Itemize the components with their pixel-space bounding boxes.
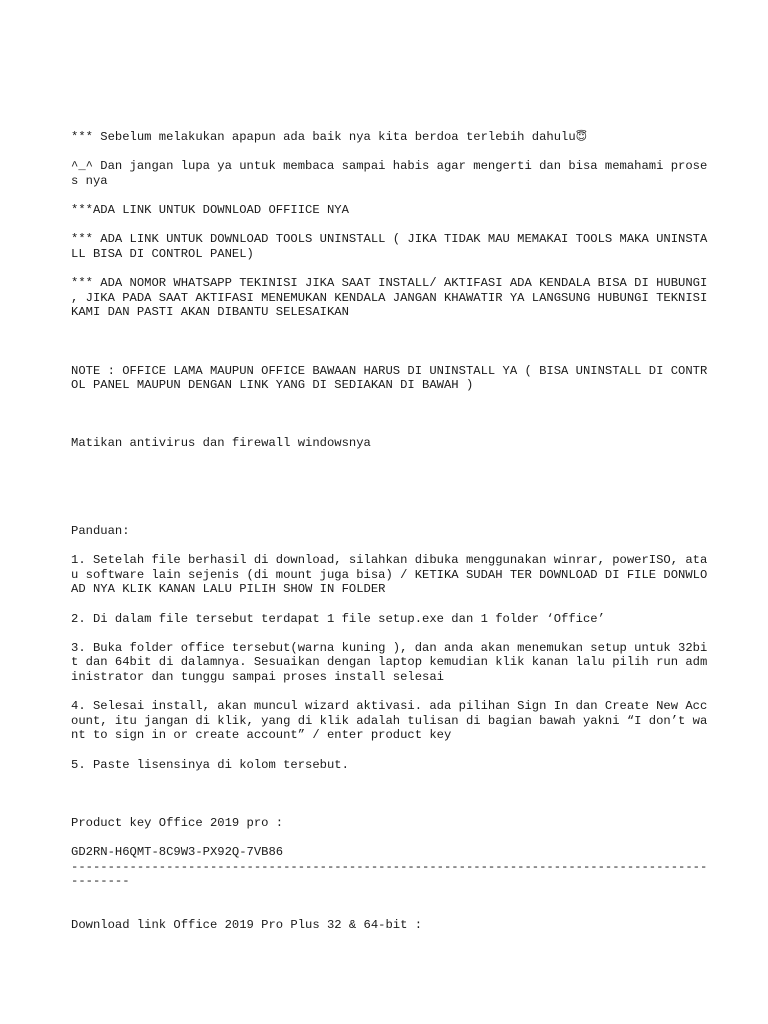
- intro-line-3: ***ADA LINK UNTUK DOWNLOAD OFFIICE NYA: [71, 202, 349, 217]
- spacer: [71, 787, 711, 816]
- divider-line: -----------------------------------------------------------------------------------------------: [71, 859, 708, 889]
- guide-step-4: 4. Selesai install, akan muncul wizard aktivasi. ada pilihan Sign In dan Create New Account, itu jangan di klik, yang di klik adalah tulisan di bagian bawah yakni “I don’t want to sign in or create account” / enter product key: [71, 699, 708, 743]
- guide-title: Panduan:: [71, 524, 130, 539]
- product-key-label: Product key Office 2019 pro :: [71, 815, 284, 830]
- guide-step-5: 5. Paste lisensinya di kolom tersebut.: [71, 757, 349, 772]
- smiling-angel-emoji-icon: 😇: [575, 130, 588, 143]
- guide-step-3: 3. Buka folder office tersebut(warna kuning ), dan anda akan menemukan setup untuk 32bit dan 64bit di dalamnya. Sesuaikan dengan laptop kemudian klik kanan lalu pilih run administrator dan tunggu sampai proses install selesai: [71, 640, 708, 684]
- product-key-value: GD2RN-H6QMT-8C9W3-PX92Q-7VB86: [71, 845, 284, 860]
- download-link-label: Download link Office 2019 Pro Plus 32 & 64-bit :: [71, 918, 423, 933]
- spacer: [71, 466, 711, 524]
- intro-line-1: *** Sebelum melakukan apapun ada baik nya kita berdoa terlebih dahulu😇: [71, 130, 588, 144]
- guide-step-2: 2. Di dalam file tersebut terdapat 1 file setup.exe dan 1 folder ‘Office’: [71, 611, 605, 626]
- intro-line-4: *** ADA LINK UNTUK DOWNLOAD TOOLS UNINSTALL ( JIKA TIDAK MAU MEMAKAI TOOLS MAKA UNINSTALL BISA DI CONTROL PANEL): [71, 232, 708, 261]
- intro-line-2: ^_^ Dan jangan lupa ya untuk membaca sampai habis agar mengerti dan bisa memahami proses nya: [71, 159, 708, 188]
- intro-line-5: *** ADA NOMOR WHATSAPP TEKINISI JIKA SAAT INSTALL/ AKTIFASI ADA KENDALA BISA DI HUBUNGI , JIKA PADA SAAT AKTIFASI MENEMUKAN KENDALA JANGAN KHAWATIR YA LANGSUNG HUBUNGI TEKNISI KAMI DAN PASTI AKAN DIBANTU SELESAIKAN: [71, 275, 715, 320]
- note-paragraph: NOTE : OFFICE LAMA MAUPUN OFFICE BAWAAN HARUS DI UNINSTALL YA ( BISA UNINSTALL DI CONTROL PANEL MAUPUN DENGAN LINK YANG DI SEDIAKAN DI BAWAH ): [71, 363, 708, 393]
- antivirus-instruction: Matikan antivirus dan firewall windowsnya: [71, 436, 371, 451]
- document-page: [71, 130, 715, 947]
- spacer: [71, 407, 711, 436]
- spacer: [71, 334, 711, 363]
- guide-step-1: 1. Setelah file berhasil di download, silahkan dibuka menggunakan winrar, powerISO, atau software lain sejenis (di mount juga bisa) / KETIKA SUDAH TER DOWNLOAD DI FILE DONWLOAD NYA KLIK KANAN LALU PILIH SHOW IN FOLDER: [71, 553, 708, 597]
